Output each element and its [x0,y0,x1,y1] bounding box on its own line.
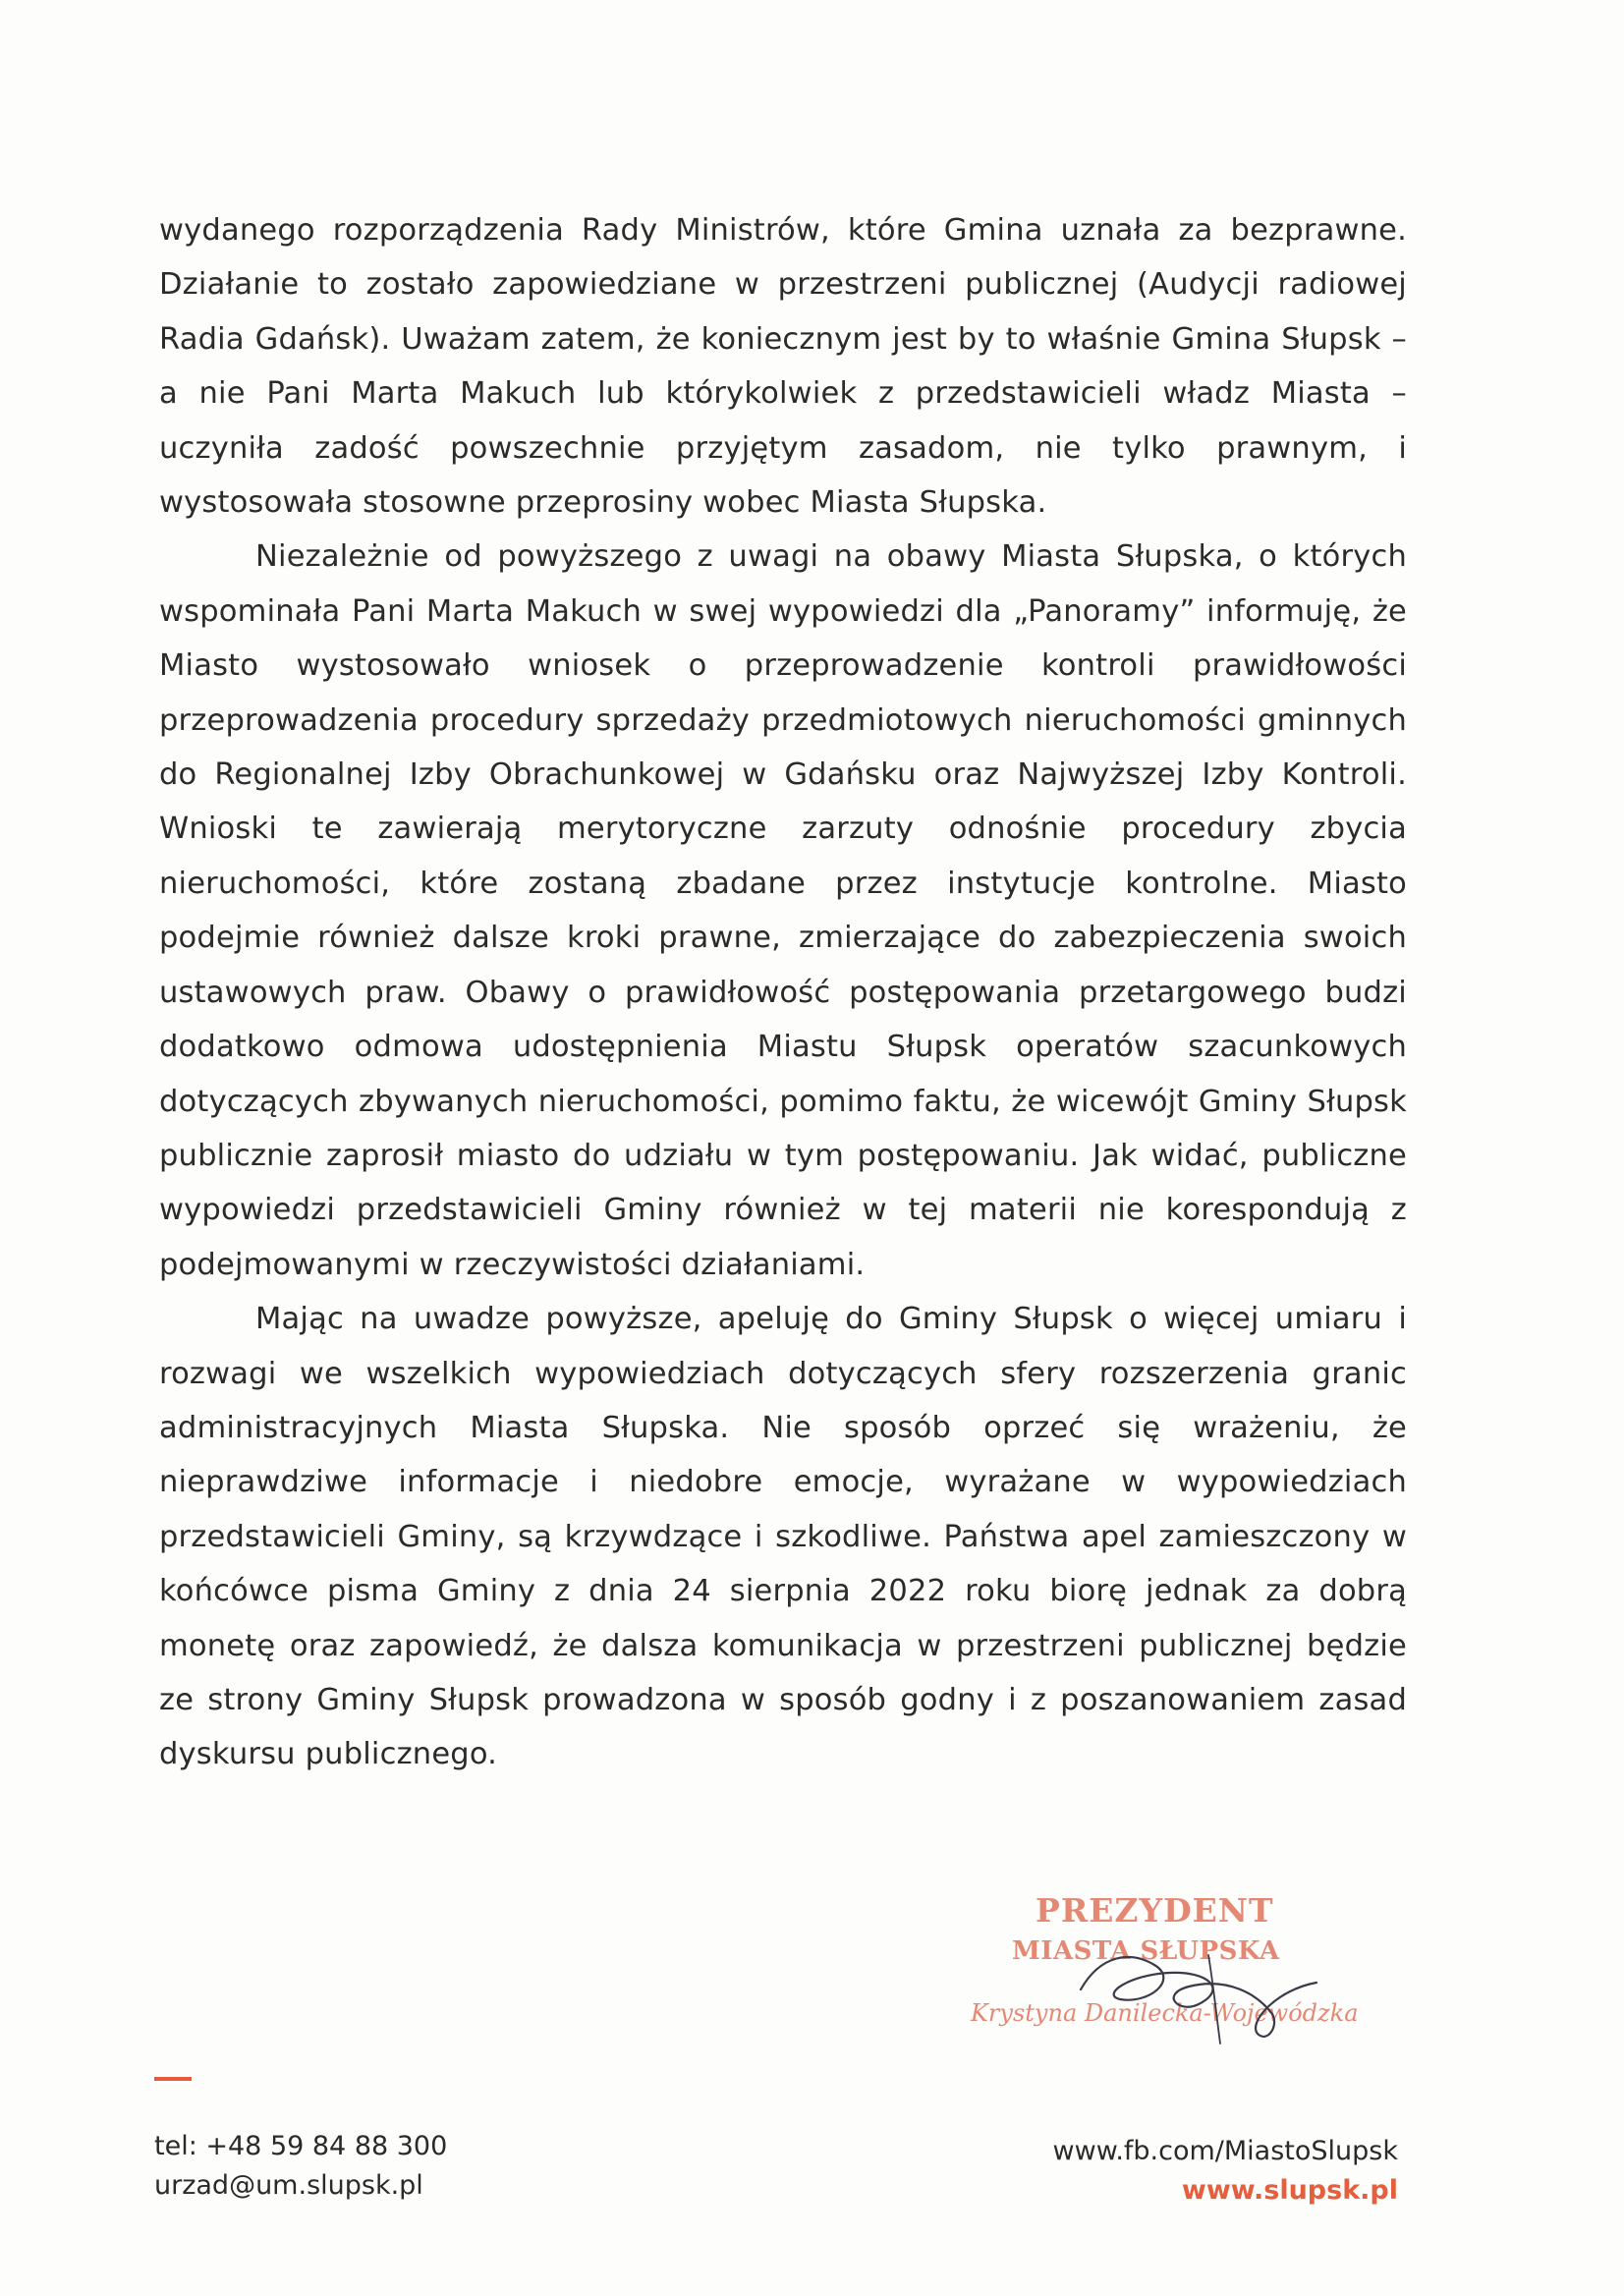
letter-body [159,203,1407,1782]
paragraph-2: Niezależnie od powyższego z uwagi na obawy Miasta Słupska, o których wspominała Pani Marta Makuch w swej wypowiedzi dla „Panoramy” informuję, że Miasto wystosowało wniosek o przeprowadzenie kontroli prawidłowości przeprowadzenia procedury sprzedaży przedmiotowych nieruchomości gminnych do Regionalnej Izby Obrachunkowej w Gdańsku oraz Najwyższej Izby Kontroli. Wnioski te zawierają merytoryczne zarzuty odnośnie procedury zbycia nieruchomości, które zostaną zbadane przez instytucje kontrolne. Miasto podejmie również dalsze kroki prawne, zmierzające do zabezpieczenia swoich ustawowych praw. Obawy o prawidłowość postępowania przetargowego budzi dodatkowo odmowa udostępnienia Miastu Słupsk operatów szacunkowych dotyczących zbywanych nieruchomości, pomimo faktu, że wicewójt Gminy Słupsk publicznie zaprosił miasto do udziału w tym postępowaniu. Jak widać, publiczne wypowiedzi przedstawicieli Gminy również w tej materii nie korespondują z podejmowanymi w rzeczywistości działaniami. [159,539,1407,1282]
footer-links [1053,2132,1398,2211]
footer-email: urzad@um.slupsk.pl [154,2170,423,2201]
footer-facebook-link: www.fb.com/MiastoSlupsk [1052,2136,1398,2166]
footer-phone: tel: +48 59 84 88 300 [154,2131,448,2161]
footer-website-link: www.slupsk.pl [1181,2175,1398,2206]
stamp-title: PREZYDENT [1036,1891,1274,1930]
paragraph-3: Mając na uwadze powyższe, apeluję do Gminy Słupsk o więcej umiaru i rozwagi we wszelkich wypowiedziach dotyczących sfery rozszerzenia granic administracyjnych Miasta Słupska. Nie sposób oprzeć się wrażeniu, że nieprawdziwe informacje i niedobre emocje, wyrażane w wypowiedziach przedstawicieli Gminy, są krzywdzące i szkodliwe. Państwa apel zamieszczony w końcówce pisma Gminy z dnia 24 sierpnia 2022 roku biorę jednak za dobrą monetę oraz zapowiedź, że dalsza komunikacja w przestrzeni publicznej będzie ze strony Gminy Słupsk prowadzona w sposób godny i z poszanowaniem zasad dyskursu publicznego. [159,1302,1407,1772]
handwritten-signature [1061,1896,1356,2073]
accent-dash [154,2077,192,2081]
footer-contact [154,2127,447,2206]
stamp-subtitle: MIASTA SŁUPSKA [1012,1936,1280,1966]
paragraph-1: wydanego rozporządzenia Rady Ministrów, które Gmina uznała za bezprawne. Działanie to zostało zapowiedziane w przestrzeni publicznej (Audycji radiowej Radia Gdańsk). Uważam zatem, że koniecznym jest by to właśnie Gmina Słupsk – a nie Pani Marta Makuch lub którykolwiek z przedstawicieli władz Miasta – uczyniła zadość powszechnie przyjętym zasadom, nie tylko prawnym, i wystosowała stosowne przeprosiny wobec Miasta Słupska. [159,213,1407,521]
stamp-name: Krystyna Danilecka-Wojewódzka [971,1999,1359,2027]
